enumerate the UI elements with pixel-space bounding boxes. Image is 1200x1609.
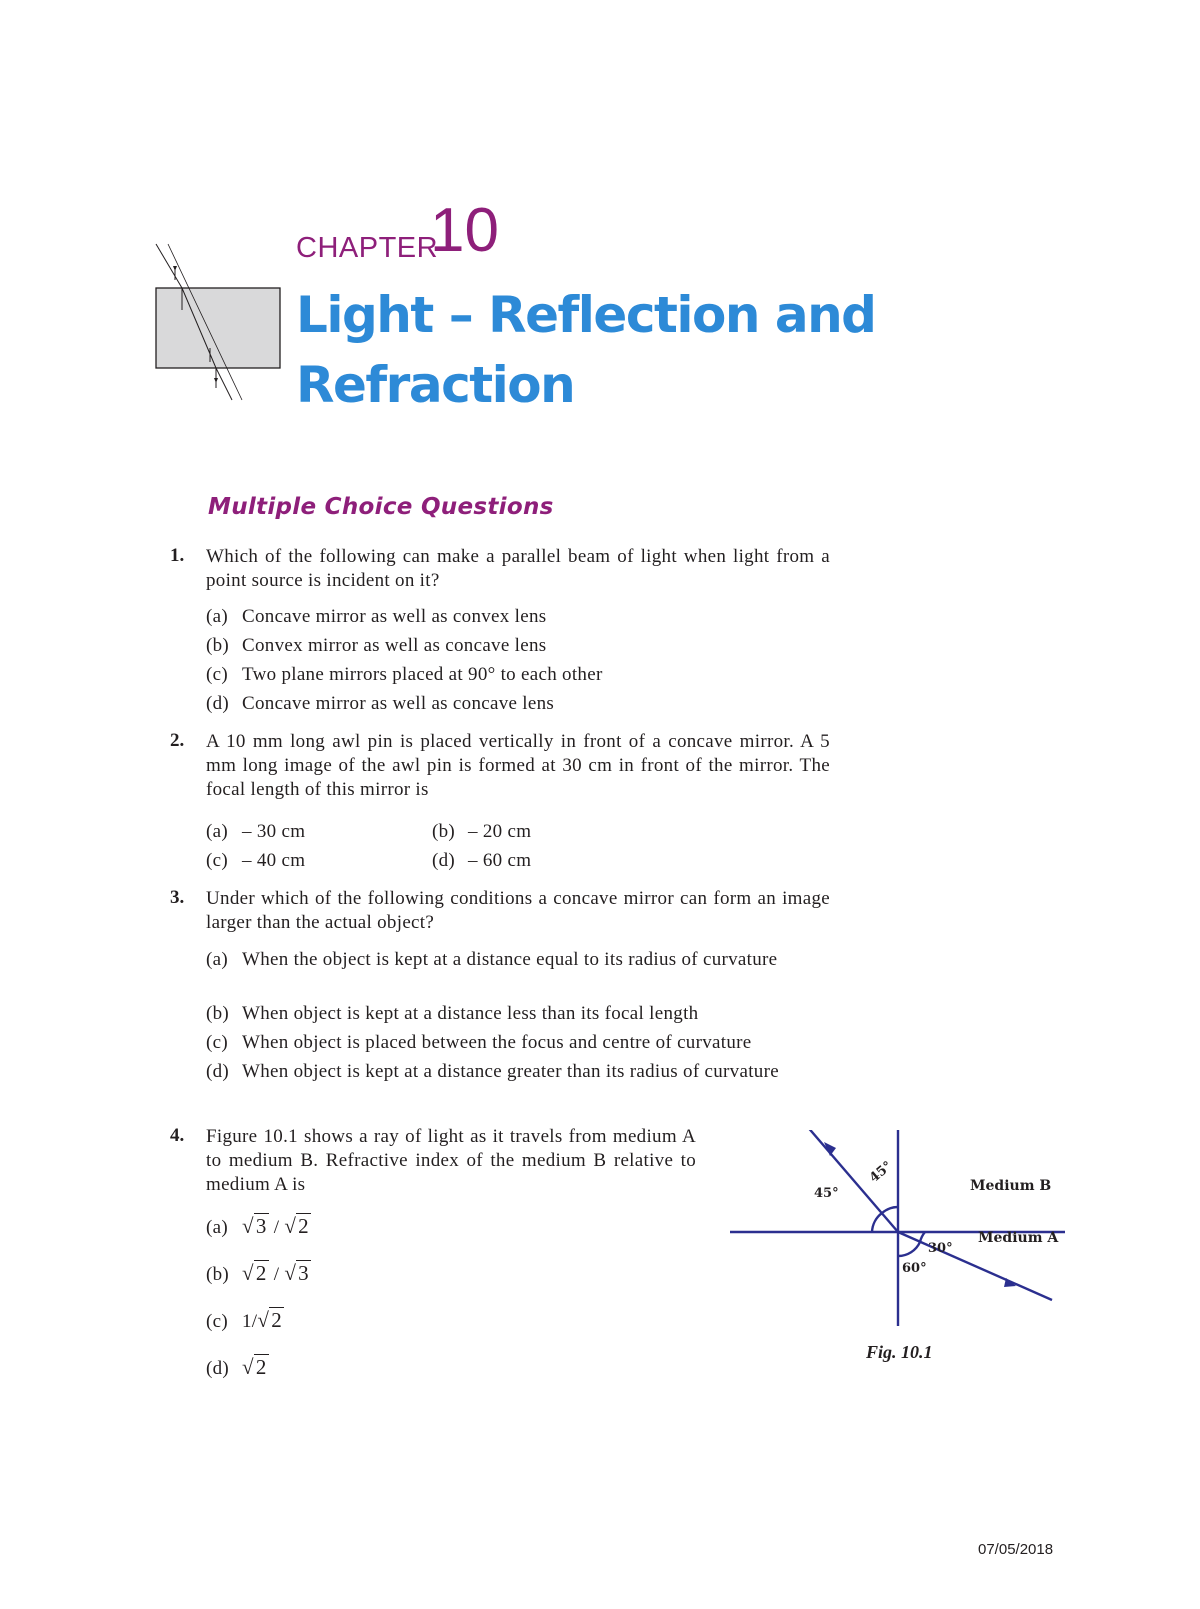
- option: (c) 1/√2: [206, 1308, 283, 1332]
- question-text: Figure 10.1 shows a ray of light as it travels from medium A to medium B. Refractive index of the medium B relative to medium A is: [206, 1126, 696, 1195]
- option: (b) When object is kept at a distance less than its focal length: [206, 1003, 699, 1024]
- chapter-title-line1: Light – Reflection and: [296, 286, 876, 344]
- option: (c) – 40 cm: [206, 850, 306, 871]
- option: (b) Convex mirror as well as concave lens: [206, 635, 547, 656]
- option: (d) Concave mirror as well as concave lens: [206, 693, 555, 714]
- option: (c) Two plane mirrors placed at 90° to each other: [206, 664, 603, 685]
- chapter-title: [296, 280, 896, 420]
- question-number: 2.: [170, 730, 185, 751]
- angle-label: 45°: [866, 1158, 896, 1186]
- angle-label: 45°: [814, 1186, 839, 1201]
- glass-slab-icon: [140, 238, 290, 408]
- option: (d) – 60 cm: [432, 850, 532, 871]
- question-text: A 10 mm long awl pin is placed vertically in front of a concave mirror. A 5 mm long image of the awl pin is formed at 30 cm in front of the mirror. The focal length of this mirror is: [206, 731, 830, 800]
- ray-in-medium-b: [800, 1130, 898, 1232]
- option: (c) When object is placed between the focus and centre of curvature: [206, 1032, 752, 1053]
- footer-date: 07/05/2018: [978, 1541, 1054, 1558]
- angle-arc-45: [872, 1213, 882, 1232]
- question-text: Under which of the following conditions a concave mirror can form an image larger than the actual object?: [206, 888, 830, 933]
- option: (a) Concave mirror as well as convex lens: [206, 606, 547, 627]
- option: (d) √2: [206, 1355, 267, 1379]
- question-number: 1.: [170, 545, 185, 566]
- angle-label: 30°: [928, 1241, 953, 1256]
- angle-arc-45-top: [882, 1207, 898, 1213]
- question-number: 3.: [170, 887, 185, 908]
- angle-arc-60: [898, 1242, 920, 1256]
- option: (d) When object is kept at a distance greater than its radius of curvature: [206, 1061, 779, 1082]
- option: (a) – 30 cm: [206, 821, 306, 842]
- refraction-diagram: [720, 1130, 1080, 1340]
- question-text: Which of the following can make a parallel beam of light when light from a point source is incident on it?: [206, 546, 830, 591]
- option: (b) – 20 cm: [432, 821, 532, 842]
- chapter-label: CHAPTER: [296, 232, 439, 264]
- section-heading: Multiple Choice Questions: [208, 494, 554, 520]
- angle-arc-30: [920, 1232, 925, 1242]
- medium-a-label: Medium A: [978, 1230, 1059, 1246]
- option: (a) When the object is kept at a distance equal to its radius of curvature: [206, 949, 778, 970]
- option: (b) √2 / √3: [206, 1261, 309, 1285]
- angle-label: 60°: [902, 1261, 927, 1276]
- figure-caption: Fig. 10.1: [866, 1342, 933, 1362]
- question-number: 4.: [170, 1125, 185, 1146]
- chapter-title-line2: Refraction: [296, 356, 575, 414]
- chapter-number: 10: [430, 196, 499, 265]
- option: (a) √3 / √2: [206, 1214, 309, 1238]
- medium-b-label: Medium B: [970, 1178, 1052, 1194]
